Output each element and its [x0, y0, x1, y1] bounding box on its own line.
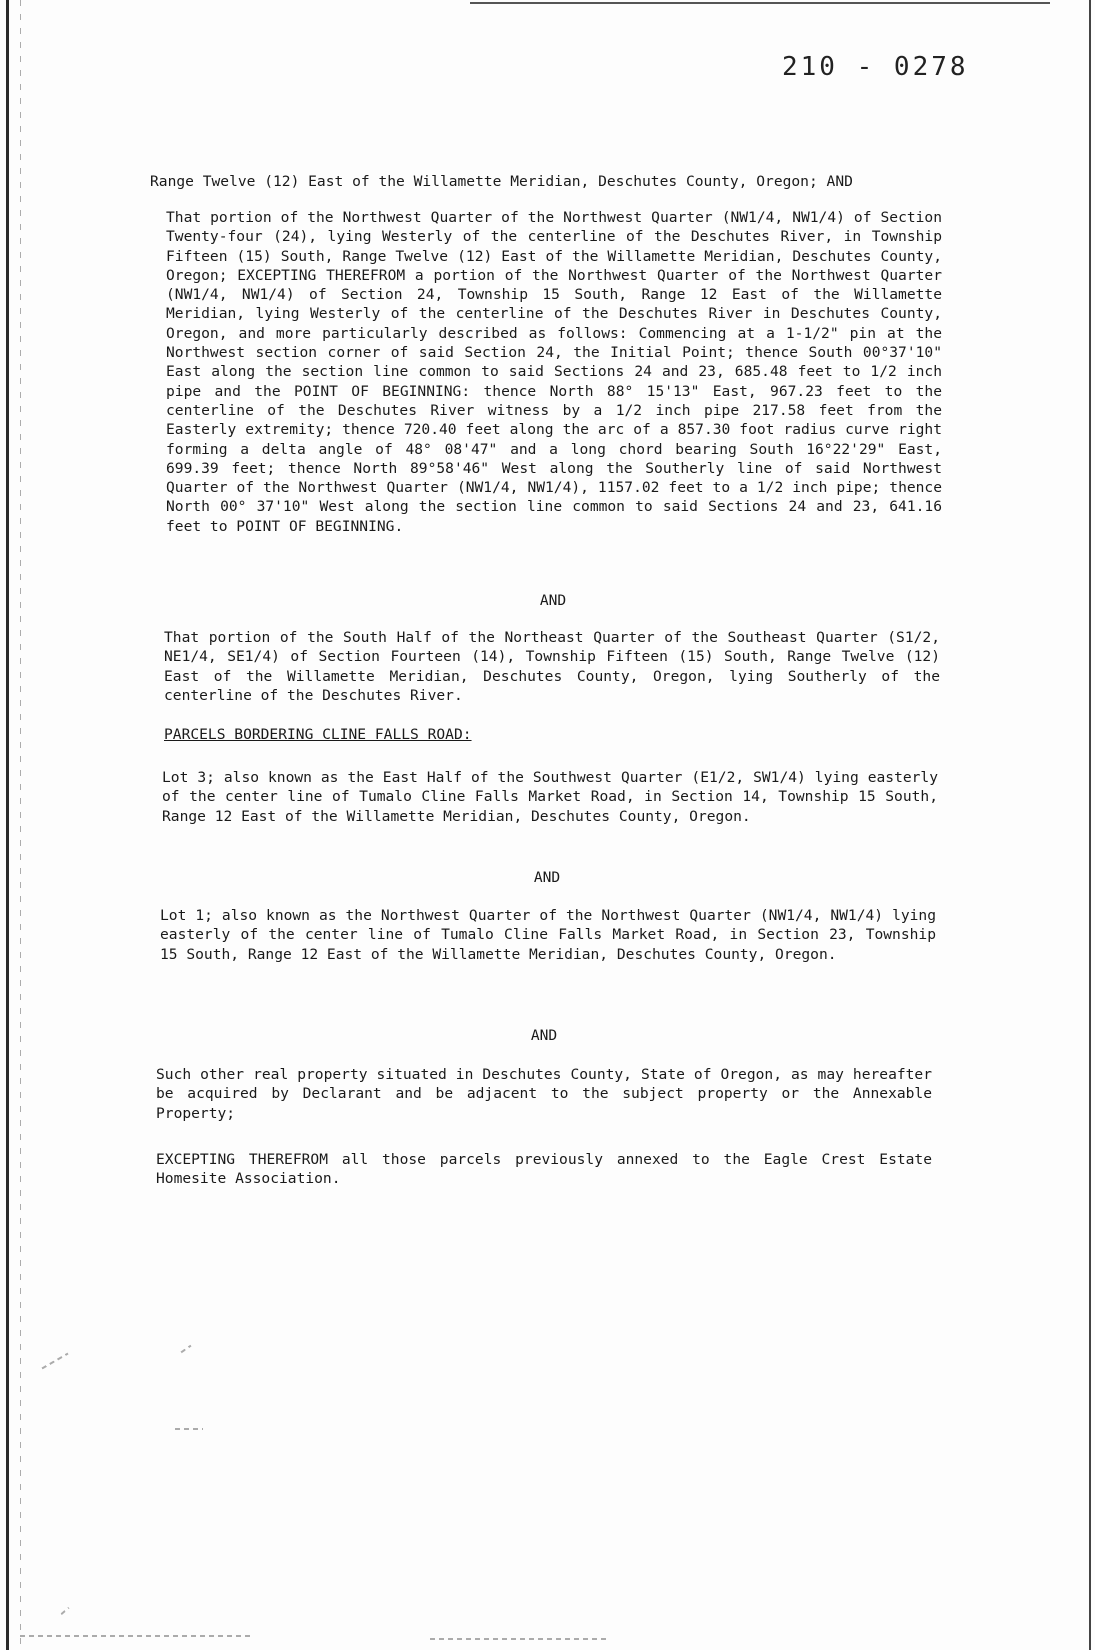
paragraph-northwest-quarter-section-24: That portion of the Northwest Quarter of the Northwest Quarter (NW1/4, NW1/4) of Section Twenty-four (24), lying Westerly of the centerline of the Deschutes River, in Township Fifteen (15) South, Range Twelve (12) East of the Willamette Meridian, Deschutes County, Oregon; EXCEPTING THEREFROM a portion of the Northwest Quarter of the Northwest Quarter (NW1/4, NW1/4) of Section 24, Township 15 South, Range 12 East of the Willamette Meridian, lying Westerly of the centerline of the Deschutes River in Deschutes County, Oregon, and more particularly described as follows: Commencing at a 1-1/2" pin at the Northwest section corner of said Section 24, the Initial Point; thence South 00°37'10" East along the section line common to said Sections 24 and 23, 685.48 feet to 1/2 inch pipe and the POINT OF BEGINNING: thence North 88° 15'13" East, 967.23 feet to the centerline of the Deschutes River witness by a 1/2 inch pipe 217.58 feet from the Easterly extremity; thence 720.40 feet along the arc of a 857.30 foot radius curve right forming a delta angle of 48° 08'47" and a long chord bearing South 16°22'29" East, 699.39 feet; thence North 89°58'46" West along the Southerly line of said Northwest Quarter of the Northwest Quarter (NW1/4, NW1/4), 1157.02 feet to a 1/2 inch pipe; thence North 00° 37'10" West along the section line common to said Sections 24 and 23, 641.16 feet to POINT OF BEGINNING.	[166, 209, 942, 535]
conjunction-and-2: AND	[533, 869, 561, 886]
paragraph-lot-3: Lot 3; also known as the East Half of the Southwest Quarter (E1/2, SW1/4) lying easterly of the center line of Tumalo Cline Falls Market Road, in Section 14, Township 15 South, Range 12 East of the Willamette Meridian, Deschutes County, Oregon.	[162, 769, 938, 825]
scan-edge-artifact	[20, 0, 21, 1650]
scan-noise-mark	[181, 1345, 192, 1354]
scan-noise-line	[430, 1638, 610, 1640]
conjunction-and-1: AND	[539, 592, 567, 609]
scan-noise-mark	[42, 1353, 69, 1370]
paragraph-other-real-property: Such other real property situated in Deschutes County, State of Oregon, as may hereafter be acquired by Declarant and be adjacent to the subject property or the Annexable Property;	[156, 1066, 932, 1122]
scan-noise-mark	[61, 1607, 70, 1615]
conjunction-and-3: AND	[530, 1027, 558, 1044]
paragraph-range-twelve: Range Twelve (12) East of the Willamette Meridian, Deschutes County, Oregon; AND	[150, 173, 853, 190]
scan-noise-mark	[175, 1428, 203, 1430]
scan-edge-right	[1089, 0, 1091, 1650]
paragraph-excepting-therefrom: EXCEPTING THEREFROM all those parcels previously annexed to the Eagle Crest Estate Homesite Association.	[156, 1151, 932, 1188]
paragraph-section-14-south-half: That portion of the South Half of the Northeast Quarter of the Southeast Quarter (S1/2, NE1/4, SE1/4) of Section Fourteen (14), Township Fifteen (15) South, Range Twelve (12) East of the Willamette Meridian, Deschutes County, Oregon, lying Southerly of the centerline of the Deschutes River.	[164, 629, 940, 704]
paragraph-lot-1: Lot 1; also known as the Northwest Quarter of the Northwest Quarter (NW1/4, NW1/4) lying easterly of the center line of Tumalo Cline Falls Market Road, in Section 23, Township 15 South, Range 12 East of the Willamette Meridian, Deschutes County, Oregon.	[160, 907, 936, 963]
scan-noise-line	[20, 1635, 250, 1637]
page-number: 210 - 0278	[782, 52, 969, 82]
section-heading-cline-falls: PARCELS BORDERING CLINE FALLS ROAD:	[164, 726, 472, 743]
scan-edge-left	[6, 0, 9, 1650]
scan-top-line	[470, 2, 1050, 4]
